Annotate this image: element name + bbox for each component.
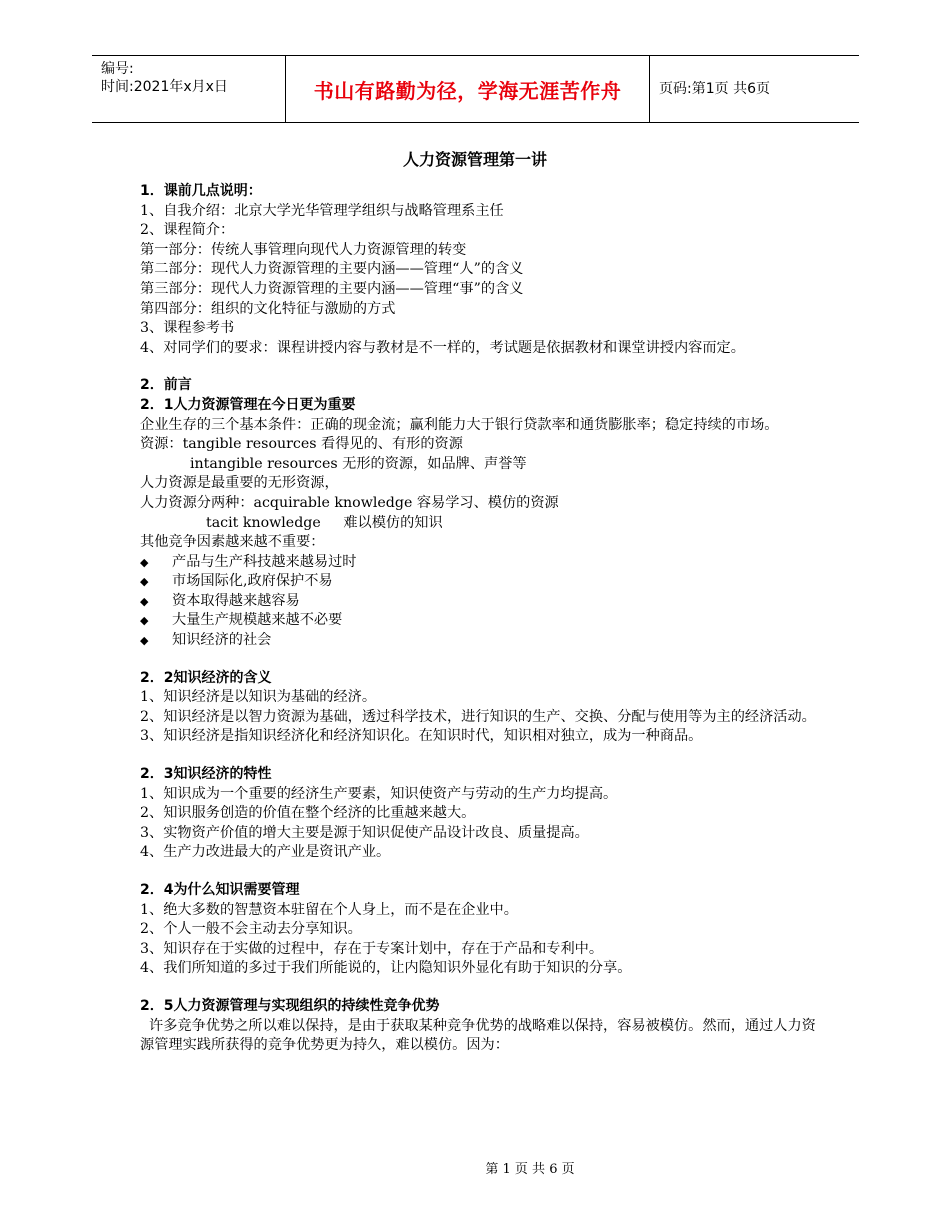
diamond-bullet-icon: ◆: [140, 614, 149, 628]
paragraph-line: 2、课程简介：: [140, 222, 235, 239]
paragraph-line: intangible resources 无形的资源，如品牌、声誉等: [190, 455, 527, 472]
diamond-bullet-icon: ◆: [140, 594, 149, 608]
subsection-2-2-heading: 2．2知识经济的含义: [140, 669, 272, 686]
header-page-cell: [650, 56, 859, 122]
paragraph-line: 3、知识经济是指知识经济化和经济知识化。在知识时代，知识相对独立，成为一种商品。: [140, 728, 703, 745]
paragraph-line: 其他竞争因素越来越不重要：: [140, 534, 325, 551]
document-header: [92, 55, 859, 123]
subsection-2-1-heading: 2．1人力资源管理在今日更为重要: [140, 396, 356, 413]
paragraph-line: 第四部分：组织的文化特征与激励的方式: [140, 300, 396, 317]
bullet-list: [140, 553, 820, 651]
paragraph-line: 1、知识成为一个重要的经济生产要素，知识使资产与劳动的生产力均提高。: [140, 785, 618, 802]
diamond-bullet-icon: ◆: [140, 555, 149, 569]
paragraph-line: 3、实物资产价值的增大主要是源于知识促使产品设计改良、质量提高。: [140, 824, 589, 841]
subsection-2-3-heading: 2．3知识经济的特性: [140, 766, 272, 783]
list-item-text: 产品与生产科技越来越易过时: [172, 553, 357, 570]
document-title: 人力资源管理第一讲: [402, 150, 547, 169]
list-item: [140, 592, 820, 612]
footer-page-number: 第 1 页 共 6 页: [485, 1162, 575, 1177]
paragraph-line: 1、知识经济是以知识为基础的经济。: [140, 689, 377, 706]
paragraph-line: 企业生存的三个基本条件：正确的现金流；赢利能力大于银行贷款率和通货膨胀率；稳定持续的市场。: [140, 416, 779, 433]
list-item: [140, 631, 820, 651]
subsection-2-4-heading: 2．4为什么知识需要管理: [140, 882, 300, 898]
paragraph-line: tacit knowledge 难以模仿的知识: [206, 514, 443, 531]
header-motto: 书山有路勤为径，学海无涯苦作舟: [313, 78, 622, 103]
diamond-bullet-icon: ◆: [140, 575, 149, 589]
diamond-bullet-icon: ◆: [140, 634, 149, 648]
header-number-label: 编号:: [101, 61, 134, 77]
list-item: [140, 553, 820, 573]
paragraph-line: 许多竞争优势之所以难以保持，是由于获取某种竞争优势的战略难以保持，容易被模仿。然而，通过人力资源管理实践所获得的竞争优势更为持久，难以模仿。因为：: [140, 1017, 816, 1054]
paragraph-line: 2、知识经济是以智力资源为基础，透过科学技术，进行知识的生产、交换、分配与使用等为主的经济活动。: [140, 708, 816, 725]
paragraph-line: 3、知识存在于实做的过程中，存在于专案计划中，存在于产品和专利中。: [140, 940, 604, 957]
paragraph-line: 第三部分：现代人力资源管理的主要内涵——管理“事”的含义: [140, 280, 524, 297]
section1-heading: 1．课前几点说明：: [140, 183, 262, 199]
paragraph-line: 1、绝大多数的智慧资本驻留在个人身上，而不是在企业中。: [140, 901, 518, 918]
paragraph-line: 资源：tangible resources 看得见的、有形的资源: [140, 436, 463, 453]
section2-heading: 2．前言: [140, 377, 192, 394]
list-item-text: 市场国际化,政府保护不易: [172, 573, 333, 590]
list-item-text: 知识经济的社会: [172, 632, 272, 649]
paragraph-line: 2、知识服务创造的价值在整个经济的比重越来越大。: [140, 805, 476, 822]
paragraph-line: 4、对同学们的要求：课程讲授内容与教材是不一样的，考试题是依据教材和课堂讲授内容而定。: [140, 339, 745, 356]
section1-lines: [140, 202, 820, 359]
list-item-text: 资本取得越来越容易: [172, 592, 300, 609]
paragraph-line: 第二部分：现代人力资源管理的主要内涵——管理“人”的含义: [140, 261, 524, 278]
header-motto-cell: [286, 56, 650, 122]
paragraph-line: 2、个人一般不会主动去分享知识。: [140, 921, 362, 938]
header-time-label: 时间:2021年x月x日: [101, 79, 228, 95]
header-left-cell: [92, 56, 286, 122]
paragraph-line: 4、生产力改进最大的产业是资讯产业。: [140, 844, 391, 861]
list-item: [140, 611, 820, 631]
document-body: [140, 182, 820, 1056]
list-item: [140, 572, 820, 592]
paragraph-line: 3、课程参考书: [140, 320, 235, 337]
paragraph-line: 1、自我介绍：北京大学光华管理学组织与战略管理系主任: [140, 202, 504, 219]
paragraph-line: 4、我们所知道的多过于我们所能说的，让内隐知识外显化有助于知识的分享。: [140, 960, 632, 977]
subsection-2-5-heading: 2．5人力资源管理与实现组织的持续性竞争优势: [140, 997, 440, 1014]
header-page-label: 页码:第1页 共6页: [659, 81, 770, 97]
list-item-text: 大量生产规模越来越不必要: [172, 612, 343, 629]
page-footer: [0, 1158, 950, 1177]
paragraph-line: 第一部分：传统人事管理向现代人力资源管理的转变: [140, 241, 467, 258]
paragraph-line: 人力资源是最重要的无形资源，: [140, 475, 339, 492]
paragraph-line: 人力资源分两种：acquirable knowledge 容易学习、模仿的资源: [140, 494, 559, 511]
